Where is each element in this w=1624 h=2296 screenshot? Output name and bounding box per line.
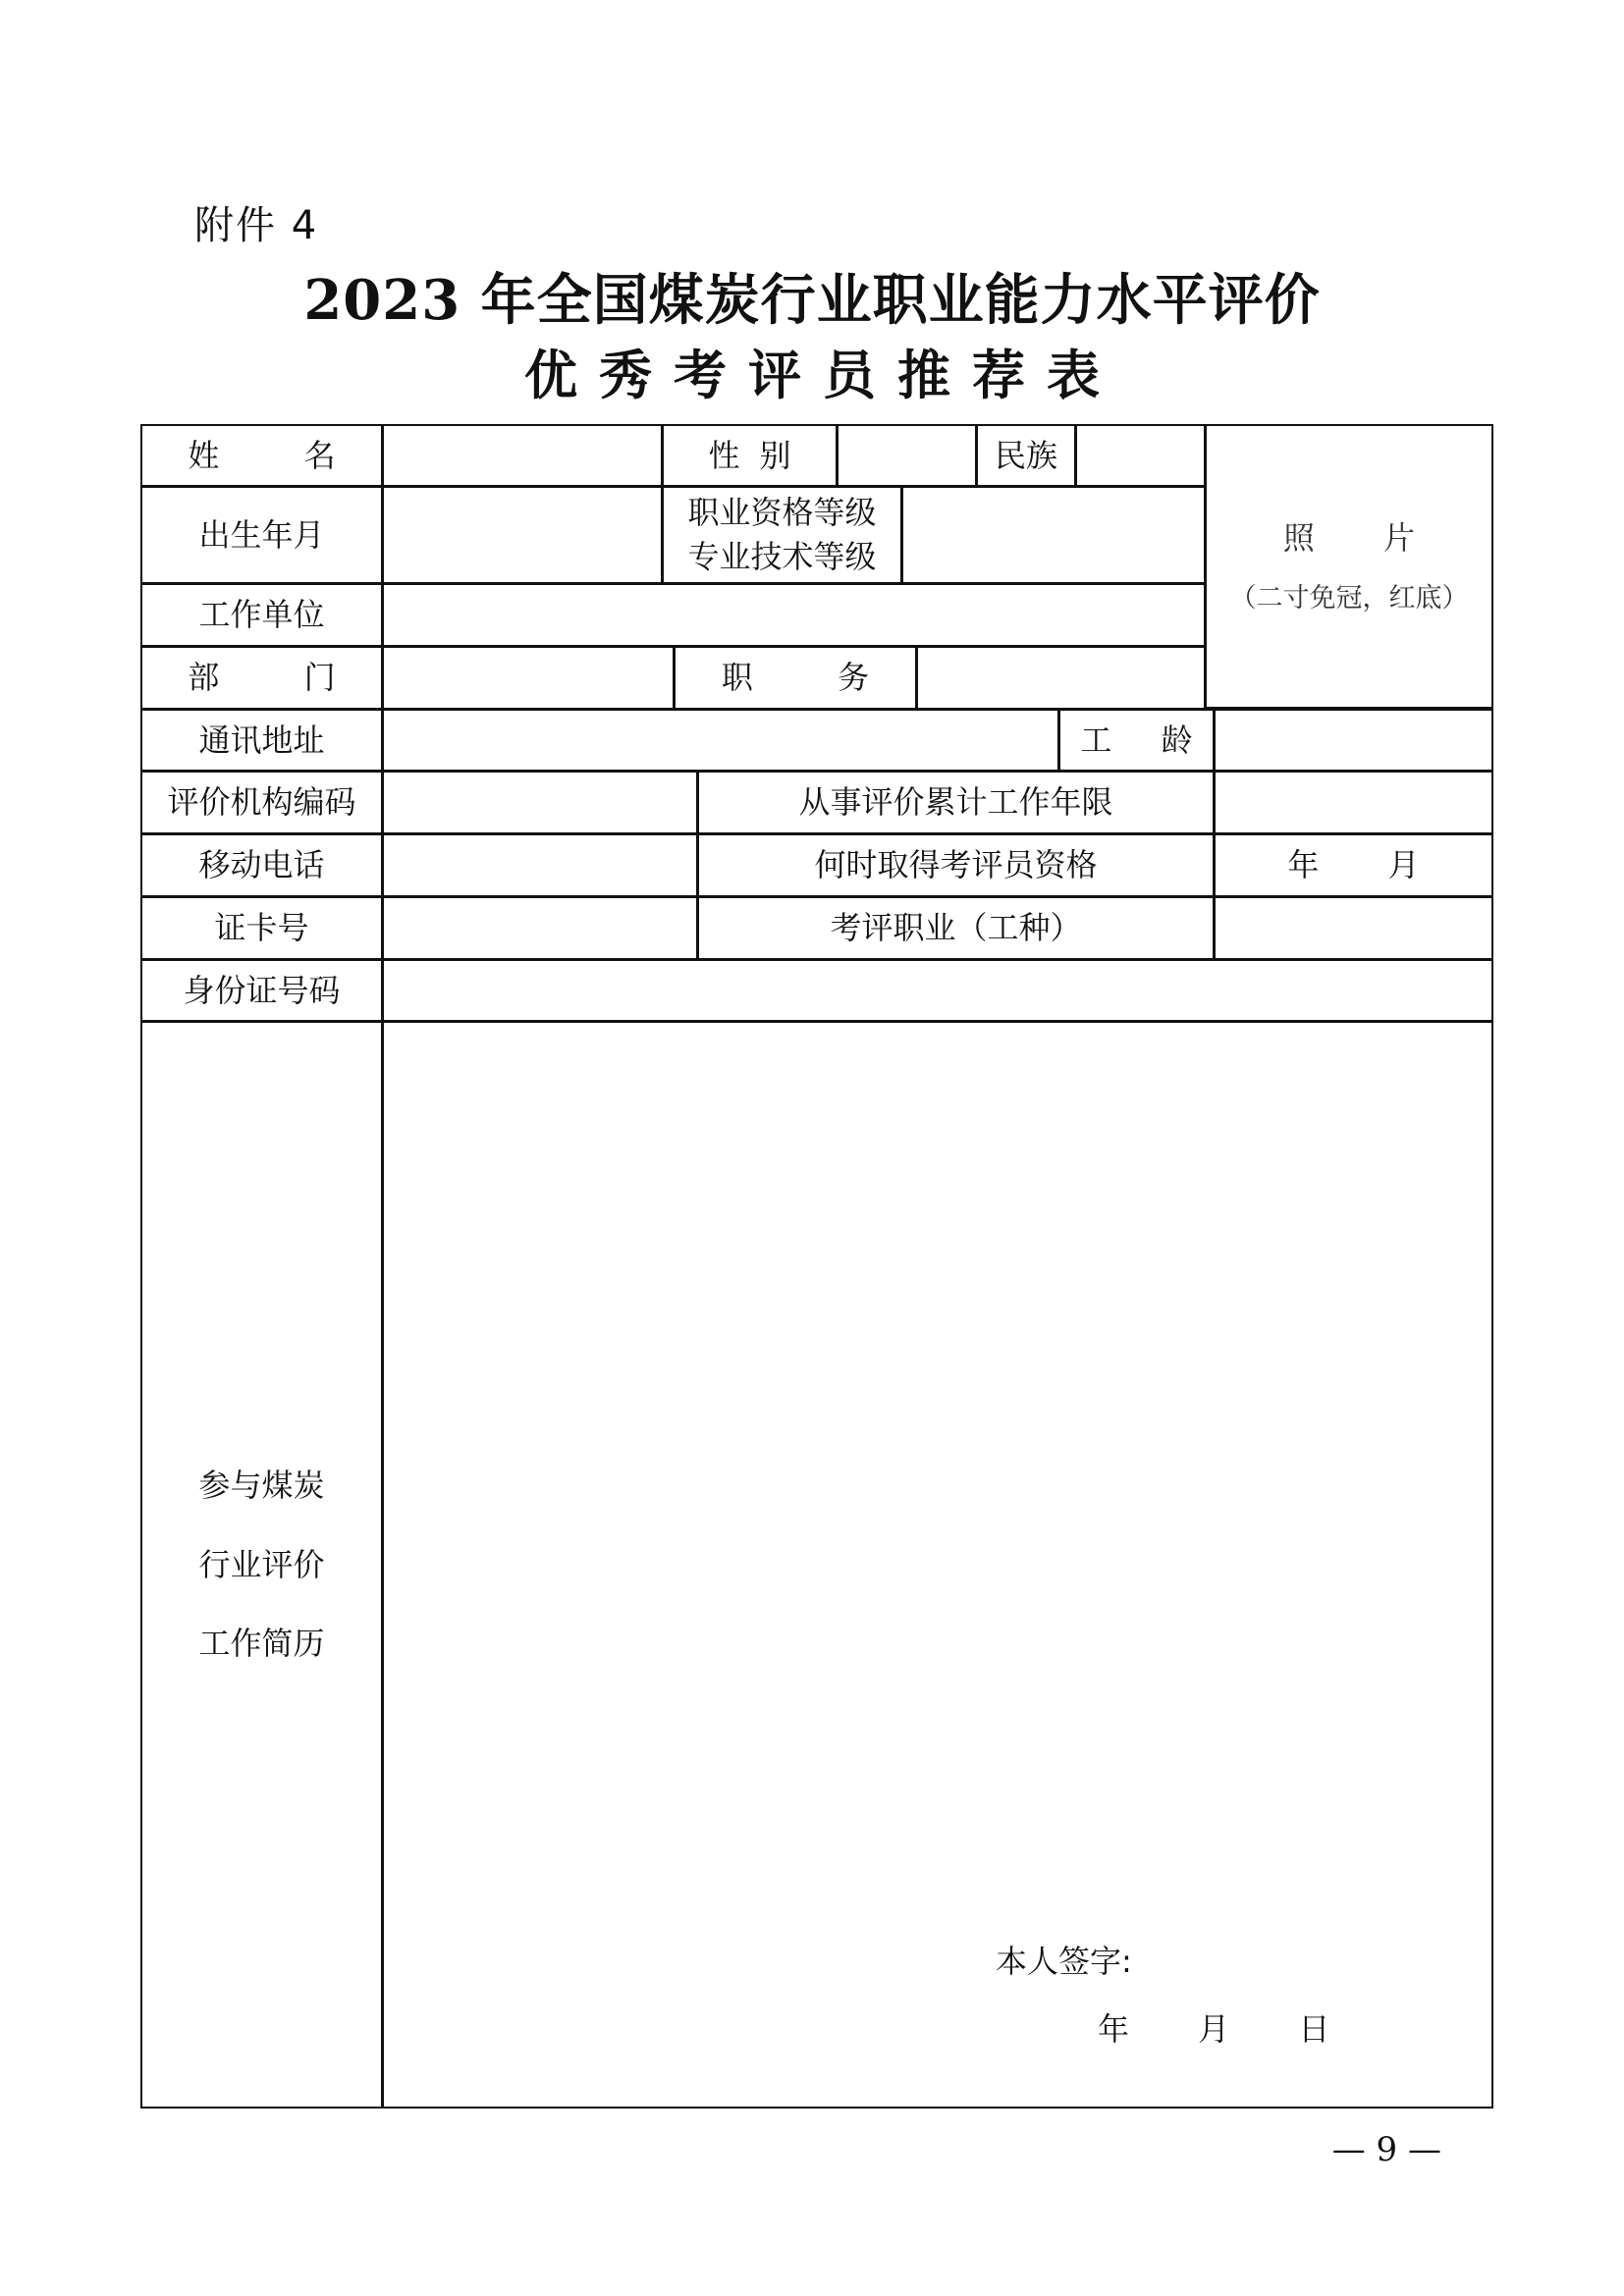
id-label: 身份证号码 bbox=[140, 959, 383, 1022]
history-field[interactable] bbox=[382, 1021, 1493, 2109]
birth-field[interactable] bbox=[382, 486, 663, 584]
history-label bbox=[140, 1021, 383, 2109]
mobile-field[interactable] bbox=[382, 833, 698, 897]
qualification-label-line1: 职业资格等级 bbox=[687, 494, 877, 532]
seniority-field[interactable] bbox=[1214, 709, 1493, 772]
department-label: 部 门 bbox=[140, 646, 383, 710]
mobile-label: 移动电话 bbox=[140, 833, 383, 897]
name-field[interactable] bbox=[382, 424, 663, 487]
signature-date: 年 月 日 bbox=[1098, 2010, 1330, 2048]
annex-label: 附件 4 bbox=[194, 203, 319, 248]
signature-label: 本人签字: bbox=[996, 1943, 1132, 1980]
page-subtitle: 优秀考评员推荐表 bbox=[524, 344, 1121, 406]
gender-label: 性别 bbox=[662, 424, 838, 487]
birth-label: 出生年月 bbox=[140, 486, 383, 584]
years-field[interactable] bbox=[1214, 771, 1493, 834]
recommendation-form bbox=[141, 425, 1493, 2109]
org-code-label: 评价机构编码 bbox=[140, 771, 383, 834]
department-field[interactable] bbox=[382, 646, 675, 710]
history-label-line1: 参与煤炭 bbox=[198, 1466, 325, 1504]
seniority-label: 工 龄 bbox=[1058, 709, 1215, 772]
cert-label: 证卡号 bbox=[140, 896, 383, 960]
occupation-label: 考评职业（工种） bbox=[697, 896, 1215, 960]
page-number: — 9 — bbox=[1331, 2130, 1441, 2169]
employer-label: 工作单位 bbox=[140, 583, 383, 647]
position-label: 职 务 bbox=[674, 646, 917, 710]
page-title: 2023 年全国煤炭行业职业能力水平评价 bbox=[303, 268, 1321, 333]
qualification-field[interactable] bbox=[901, 486, 1206, 584]
qualified-when-field[interactable]: 年 月 bbox=[1214, 833, 1493, 897]
qualified-when-label: 何时取得考评员资格 bbox=[697, 833, 1215, 897]
org-code-field[interactable] bbox=[382, 771, 698, 834]
ethnicity-field[interactable] bbox=[1075, 424, 1206, 487]
employer-field[interactable] bbox=[382, 583, 1206, 647]
history-label-line2: 行业评价 bbox=[198, 1545, 325, 1583]
address-label: 通讯地址 bbox=[140, 709, 383, 772]
photo-label: 照 片 bbox=[1282, 518, 1445, 557]
history-label-line3: 工作简历 bbox=[198, 1625, 325, 1663]
qualification-label bbox=[662, 486, 902, 584]
occupation-field[interactable] bbox=[1214, 896, 1493, 960]
photo-note: （二寸免冠，红底） bbox=[1229, 582, 1469, 614]
address-field[interactable] bbox=[382, 709, 1059, 772]
ethnicity-label: 民族 bbox=[976, 424, 1076, 487]
position-field[interactable] bbox=[916, 646, 1206, 710]
years-label: 从事评价累计工作年限 bbox=[697, 771, 1215, 834]
qualification-label-line2: 专业技术等级 bbox=[687, 538, 877, 575]
id-field[interactable] bbox=[382, 959, 1493, 1022]
cert-field[interactable] bbox=[382, 896, 698, 960]
photo-box[interactable] bbox=[1205, 424, 1493, 709]
name-label: 姓 名 bbox=[140, 424, 383, 487]
gender-field[interactable] bbox=[837, 424, 977, 487]
